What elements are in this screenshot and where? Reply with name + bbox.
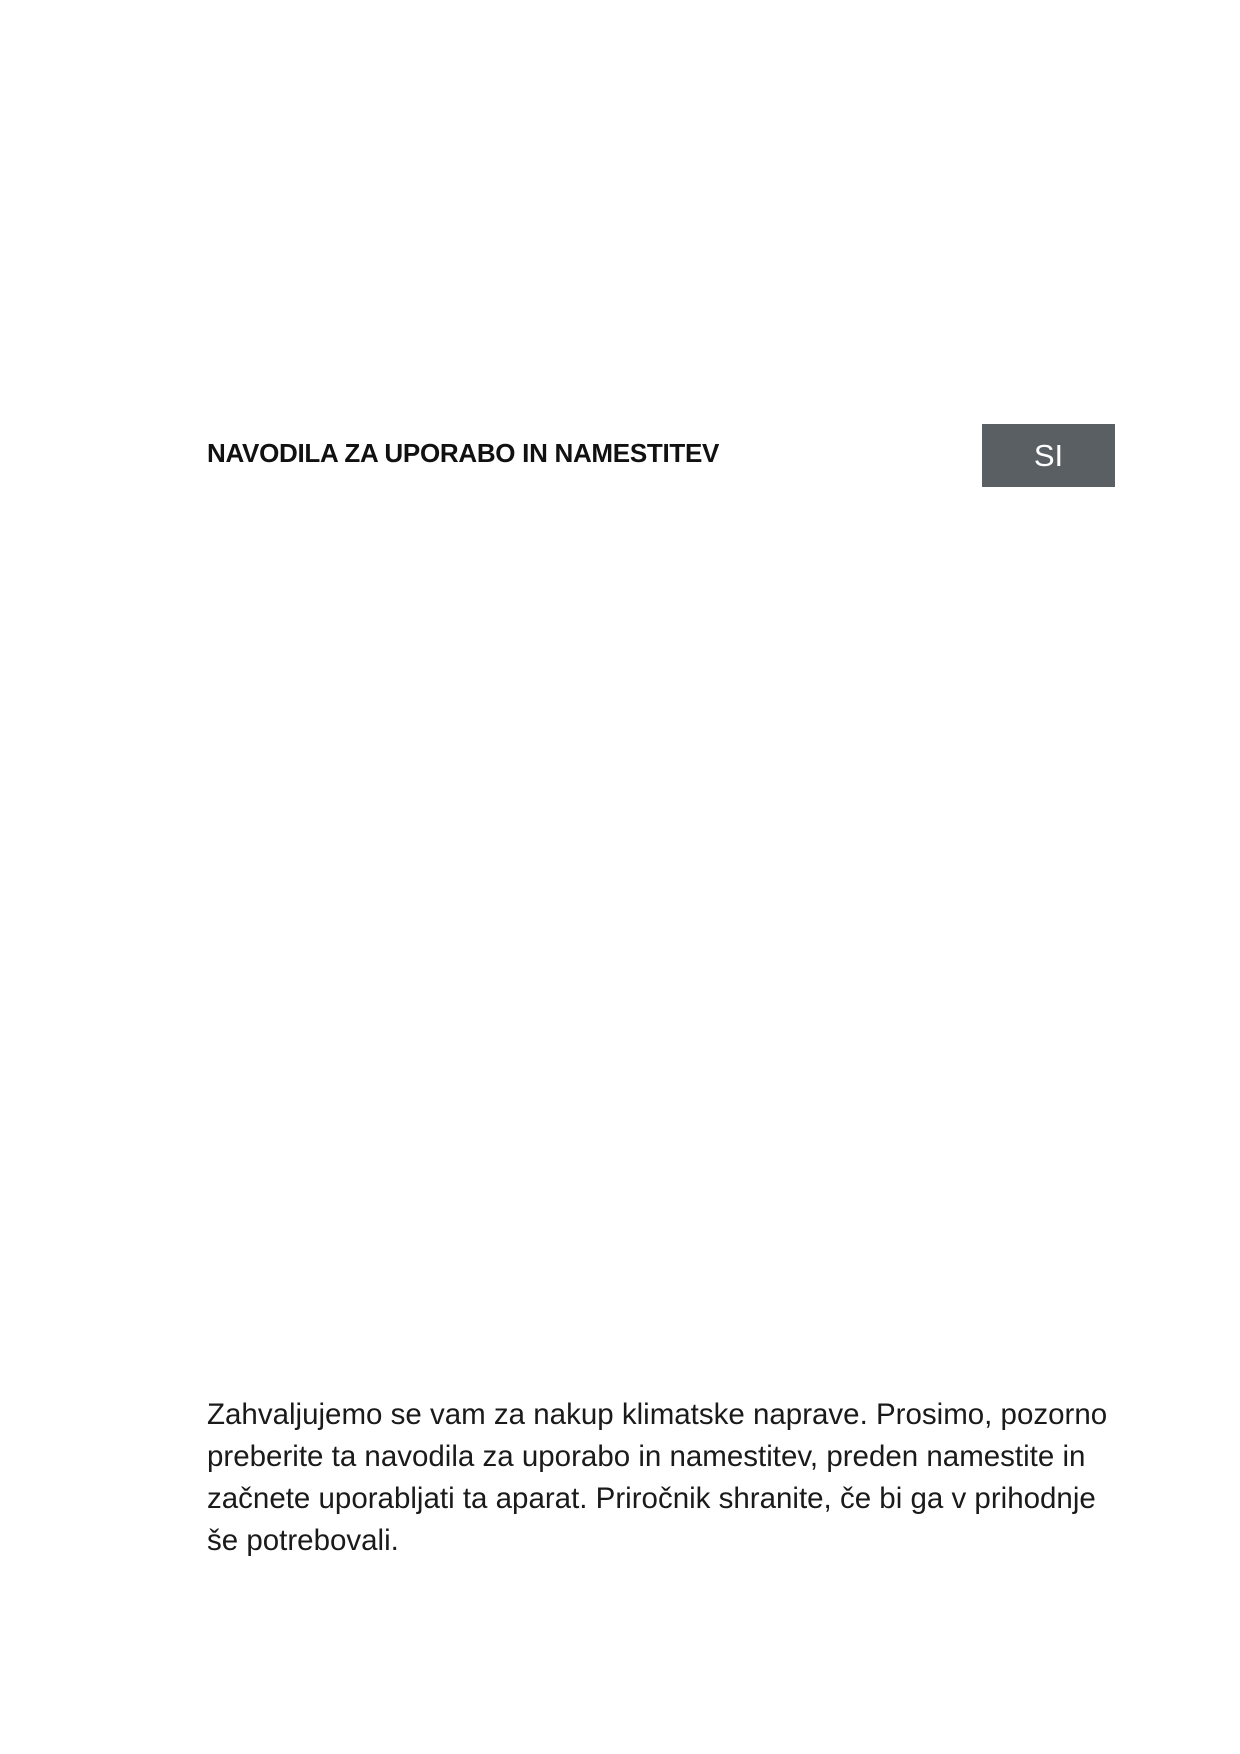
intro-paragraph: Zahvaljujemo se vam za nakup klimatske naprave. Prosimo, pozorno preberite ta navodila za uporabo in namestitev, preden namestite in začnete uporabljati ta aparat. Priročnik shranite, če bi ga v prihodnje še potrebovali. bbox=[207, 1398, 1108, 1557]
language-badge: SI bbox=[982, 424, 1115, 487]
document-title: NAVODILA ZA UPORABO IN NAMESTITEV bbox=[207, 438, 720, 468]
